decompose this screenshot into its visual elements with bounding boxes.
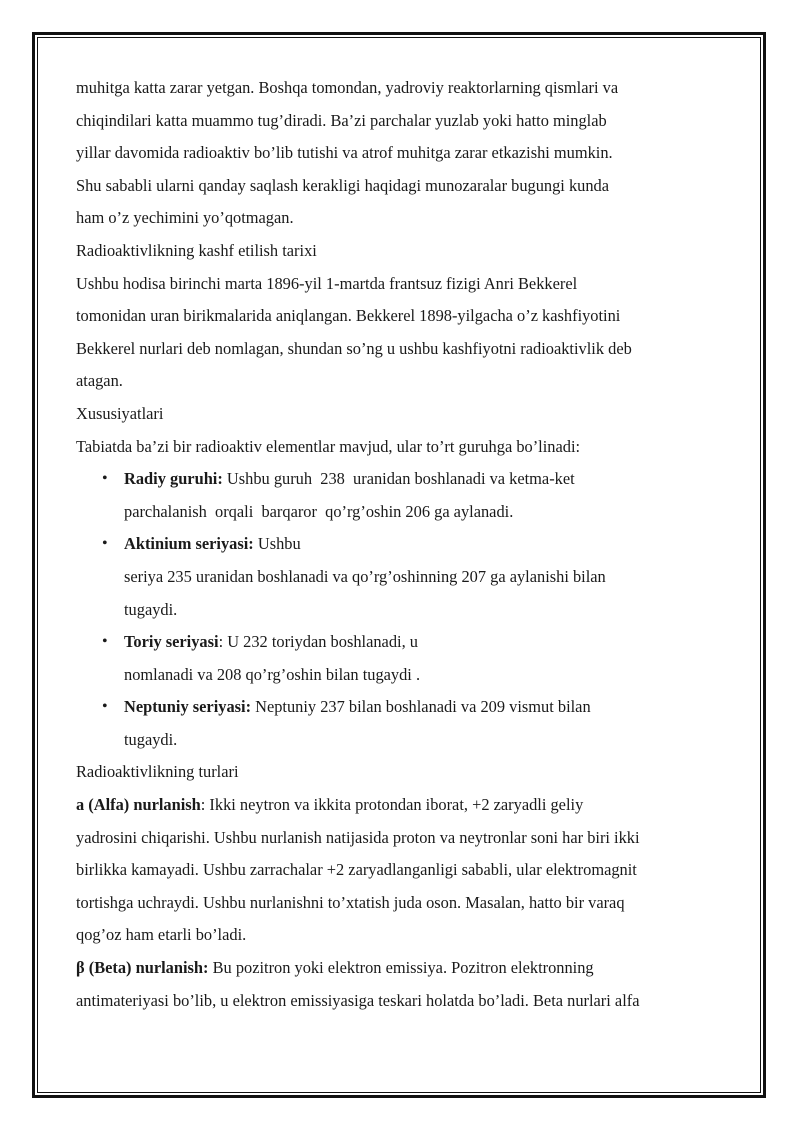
text-line: Bu pozitron yoki elektron emissiya. Pozitron elektronning xyxy=(208,958,594,978)
beta-term: β (Beta) nurlanish: xyxy=(76,958,209,978)
text-line: tomonidan uran birikmalarida aniqlangan. Bekkerel 1898-yilgacha o’z kashfiyotini xyxy=(76,306,621,326)
list-item-text: tugaydi. xyxy=(124,729,178,749)
history-paragraph xyxy=(76,268,726,398)
text-line: ham o’z yechimini yo’qotmagan. xyxy=(76,208,294,228)
list-item-text: Ushbu guruh 238 uranidan boshlanadi va ketma-ket xyxy=(222,469,575,489)
text-line: antimateriyasi bo’lib, u elektron emissiyasiga teskari holatda bo’ladi. Beta nurlari alfa xyxy=(76,990,640,1010)
text-line: : Ikki neytron va ikkita protondan iborat, +2 zaryadli geliy xyxy=(200,795,584,815)
list-item-text: tugaydi. xyxy=(124,599,178,619)
section-heading-history: Radioaktivlikning kashf etilish tarixi xyxy=(76,240,317,260)
properties-intro: Tabiatda ba’zi bir radioaktiv elementlar mavjud, ular to’rt guruhga bo’linadi: xyxy=(76,436,581,456)
list-item-text: seriya 235 uranidan boshlanadi va qo’rg’oshinning 207 ga aylanishi bilan xyxy=(124,566,606,586)
list-item-text: parchalanish orqali barqaror qo’rg’oshin 206 ga aylanadi. xyxy=(124,501,514,521)
section-heading-types: Radioaktivlikning turlari xyxy=(76,762,239,782)
intro-paragraph xyxy=(76,72,726,235)
list-item-text: Neptuniy 237 bilan boshlanadi va 209 vismut bilan xyxy=(251,697,591,717)
decay-series-list xyxy=(76,463,726,756)
text-line: yadrosini chiqarishi. Ushbu nurlanish natijasida proton va neytronlar soni har biri ikki xyxy=(76,827,640,847)
list-item-text: nomlanadi va 208 qo’rg’oshin bilan tugaydi . xyxy=(124,664,421,684)
bullet-icon: • xyxy=(102,470,108,488)
alpha-term: a (Alfa) nurlanish xyxy=(76,795,201,815)
list-item-text: Ushbu xyxy=(253,534,301,554)
text-line: birlikka kamayadi. Ushbu zarrachalar +2 zaryadlanganligi sababli, ular elektromagnit xyxy=(76,860,637,880)
text-line: chiqindilari katta muammo tug’diradi. Ba’zi parchalar yuzlab yoki hatto minglab xyxy=(76,110,607,130)
text-line: Bekkerel nurlari deb nomlagan, shundan so’ng u ushbu kashfiyotni radioaktivlik deb xyxy=(76,338,632,358)
list-item xyxy=(76,528,726,626)
list-item-text: : U 232 toriydan boshlanadi, u xyxy=(218,632,418,652)
list-item-term: Radiy guruhi: xyxy=(124,469,223,489)
list-item xyxy=(76,691,726,756)
text-line: Ushbu hodisa birinchi marta 1896-yil 1-martda frantsuz fizigi Anri Bekkerel xyxy=(76,273,578,293)
beta-paragraph xyxy=(76,952,726,1017)
list-item xyxy=(76,463,726,528)
list-item-term: Toriy seriyasi xyxy=(124,632,219,652)
text-line: muhitga katta zarar yetgan. Boshqa tomondan, yadroviy reaktorlarning qismlari va xyxy=(76,78,619,97)
text-line: Shu sababli ularni qanday saqlash kerakligi haqidagi munozaralar bugungi kunda xyxy=(76,175,610,195)
text-line: atagan. xyxy=(76,371,123,391)
text-line: tortishga uchraydi. Ushbu nurlanishni to’xtatish juda oson. Masalan, hatto bir varaq xyxy=(76,892,625,912)
bullet-icon: • xyxy=(102,633,108,651)
list-item xyxy=(76,626,726,691)
alpha-paragraph xyxy=(76,789,726,952)
text-line: yillar davomida radioaktiv bo’lib tutishi va atrof muhitga zarar etkazishi mumkin. xyxy=(76,143,613,163)
section-heading-properties: Xususiyatlari xyxy=(76,403,164,423)
list-item-term: Aktinium seriyasi: xyxy=(124,534,254,554)
bullet-icon: • xyxy=(102,535,108,553)
bullet-icon: • xyxy=(102,698,108,716)
document-body xyxy=(76,72,726,1017)
list-item-term: Neptuniy seriyasi: xyxy=(124,697,252,717)
text-line: qog’oz ham etarli bo’ladi. xyxy=(76,925,247,945)
